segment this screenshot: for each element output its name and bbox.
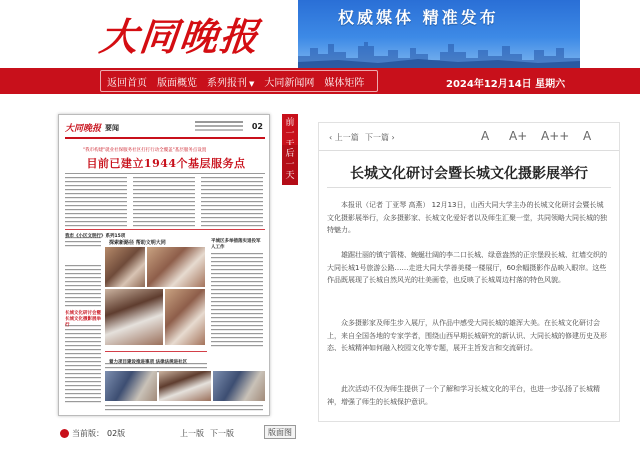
main-nav (0, 68, 640, 94)
chevron-left-icon: ‹ (329, 133, 335, 142)
font-size-largest-button[interactable]: A++ (541, 129, 570, 143)
next-day-label: 后一天 (285, 149, 295, 181)
paper-photo-3 (105, 289, 163, 345)
font-size-small-button[interactable]: A (481, 129, 490, 143)
city-skyline-graphic (298, 38, 580, 68)
current-edition-value: 02版 (107, 429, 126, 438)
nav-series-dropdown[interactable] (207, 74, 254, 89)
paper-subhead-2[interactable]: 长城文化研讨会暨长城文化摄影展举行 (65, 311, 101, 328)
paper-lead-headline[interactable]: 目前已建立1944个基层服务点 (86, 157, 246, 170)
next-page-link[interactable]: 下一版 (210, 429, 234, 438)
paper-header-fineprint (195, 121, 243, 123)
chevron-down-icon: ▼ (249, 79, 255, 88)
paper-page-number: 02 (251, 122, 263, 131)
article-paragraph-2: 雄踞壮丽的镇宁箭楼、蜿蜒壮阔的李二口长城、绿意盎然的正宗堡段长城、红墙交织的大同长城1号旅游公路……走进大同大学善美楼一楼展厅，60余幅摄影作品映入眼帘。这些作品既展现了长城自然风光的壮美画卷，也反映了长城周边村落的特色风貌。 (327, 251, 607, 284)
nav-datong-news-link[interactable]: 大同新闻网 (264, 77, 315, 89)
current-edition (60, 428, 125, 439)
banner-slogan: 权威媒体 精准发布 (338, 8, 499, 27)
paper-photo-7 (213, 371, 265, 401)
nav-series-label: 系列报刊 (207, 77, 247, 89)
next-article-button[interactable] (365, 132, 395, 143)
prev-page-link[interactable]: 上一版 (180, 429, 204, 438)
paper-section-name: 要闻 (105, 124, 119, 132)
page-overview-button[interactable]: 版面图 (264, 425, 296, 439)
newspaper-page-image[interactable] (58, 114, 270, 416)
article-panel (318, 122, 620, 422)
paper-subhead-4[interactable]: 平城区多举措落实退役军人工作 (211, 239, 261, 250)
article-paragraph-1: 本报讯（记者 丁亚琴 高燕） 12月13日，山西大同大学主办的长城文化研讨会暨长城文化摄影展举行，众多摄影家、长城文化爱好者以及师生汇聚一堂，共同领略大同长城的独特魅力。 (327, 201, 607, 234)
current-date: 2024年12月14日 星期六 (446, 79, 566, 90)
site-header (0, 0, 640, 68)
next-day-tab[interactable] (282, 145, 298, 185)
paper-logo: 大同晚报 (65, 124, 102, 134)
article-paragraph-3: 众多摄影家及师生步入展厅，从作品中感受大同长城的雄浑大美。在长城文化研讨会上，来自全国各地的专家学者，围绕山西早期长城研究的新认识、大同长城的修建历史及形态、长城精神如何融入校园文化等专题，展开主旨发言和交流研讨。 (327, 319, 607, 352)
nav-overview-link[interactable]: 版面概览 (157, 77, 197, 89)
article-paragraph-4: 此次活动不仅为师生提供了一个了解和学习长城文化的平台，也进一步弘扬了长城精神，增强了师生的长城保护意识。 (327, 385, 600, 406)
paper-masthead (65, 119, 265, 139)
font-size-default-button[interactable]: A (583, 129, 592, 143)
article-toolbar (319, 123, 619, 151)
prev-article-label: 上一篇 (334, 133, 359, 142)
nav-home-link[interactable]: 返回首页 (107, 77, 147, 89)
next-article-label: 下一篇 (365, 133, 389, 142)
nav-menu (100, 70, 378, 92)
current-edition-label: 当前版： (72, 429, 104, 438)
title-divider (327, 187, 611, 188)
paper-photo-2 (147, 247, 205, 287)
paper-photo-4 (165, 289, 205, 345)
nav-media-matrix-link[interactable]: 媒体矩阵 (324, 77, 365, 89)
paper-subhead-3[interactable]: 探索新路径 帮助文明大同 (109, 240, 166, 246)
edition-dot-icon (60, 429, 69, 438)
prev-day-label: 前一 (285, 118, 295, 139)
site-logo[interactable]: 大同晚报 (97, 14, 263, 59)
ad-banner[interactable] (298, 0, 580, 68)
paper-photo-6 (159, 371, 211, 401)
paper-subhead-5[interactable]: 着力项目建设推进事项 法律法规进社区 (109, 360, 188, 365)
paper-photo-5 (105, 371, 157, 401)
font-size-larger-button[interactable]: A+ (509, 129, 528, 143)
article-title: 长城文化研讨会暨长城文化摄影展举行 (350, 166, 588, 182)
paper-subhead-1[interactable]: 我市《小区文明行》系列15项 (65, 234, 126, 239)
paper-photo-1 (105, 247, 145, 287)
prev-article-button[interactable] (329, 132, 359, 143)
chevron-right-icon: › (389, 133, 395, 142)
paper-kicker: "我市构建"就业社保服务社区打打行动全覆盖"基层服务点设置 (83, 148, 207, 153)
